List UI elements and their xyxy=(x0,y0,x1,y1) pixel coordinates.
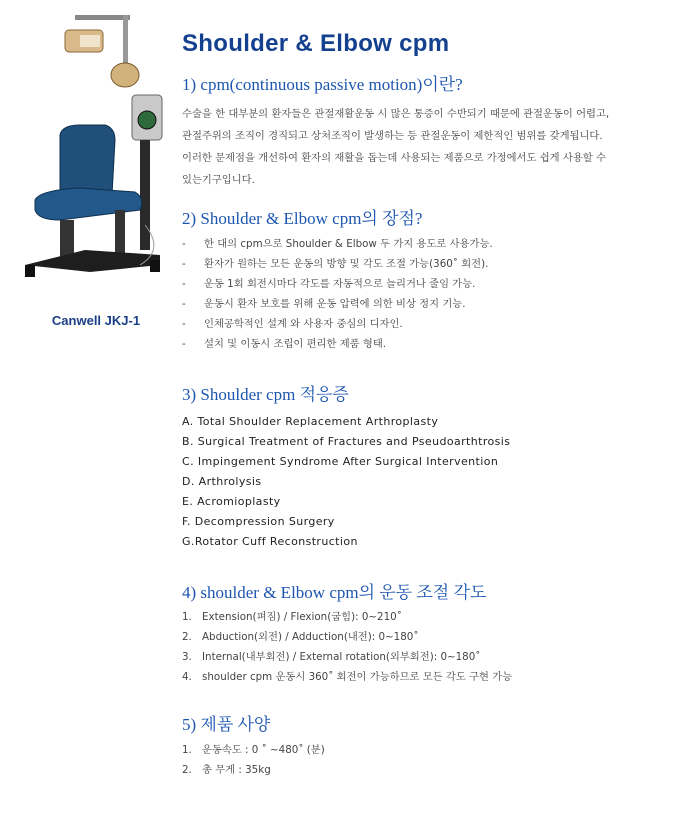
list-item: A. Total Shoulder Replacement Arthroplasty xyxy=(182,415,439,428)
seat-support xyxy=(115,210,125,255)
list-item: 1. Extension(펴짐) / Flexion(굽힘): 0~210˚ xyxy=(182,611,402,623)
dash-bullet: - xyxy=(182,298,186,310)
list-item: - 설치 및 이동시 조립이 편리한 제품 형태. xyxy=(182,334,493,354)
list-item: - 운동시 환자 보호를 위해 운동 압력에 의한 비상 정지 기능. xyxy=(182,294,493,314)
section4-title: 4) shoulder & Elbow cpm의 운동 조절 각도 xyxy=(182,583,487,602)
section3-title: 3) Shoulder cpm 적응증 xyxy=(182,385,349,404)
product-photo xyxy=(20,10,170,310)
dash-bullet: - xyxy=(182,318,186,330)
indications-list xyxy=(182,412,510,552)
chair-seat xyxy=(35,188,142,220)
section1-paragraph xyxy=(182,103,662,191)
list-item: 2. 총 무게 : 35kg xyxy=(182,764,271,776)
section1-line: 이러한 문제점을 개선하여 환자의 재활을 돕는데 사용되는 제품으로 가정에서도 쉽게 사용할 수 xyxy=(182,152,606,164)
list-item: B. Surgical Treatment of Fractures and Pseudoarthtrosis xyxy=(182,435,511,448)
base-foot-right xyxy=(150,260,160,272)
list-item: D. Arthrolysis xyxy=(182,475,262,488)
list-item: - 환자가 원하는 모든 운동의 방향 및 각도 조절 가능(360˚ 회전). xyxy=(182,254,493,274)
list-item: - 한 대의 cpm으로 Shoulder & Elbow 두 가지 용도로 사용가능. xyxy=(182,234,493,254)
list-item: C. Impingement Syndrome After Surgical Intervention xyxy=(182,455,499,468)
dash-bullet: - xyxy=(182,278,186,290)
elbow-cuff xyxy=(111,63,139,87)
list-item: 2. Abduction(외전) / Adduction(내전): 0~180˚ xyxy=(182,631,419,643)
list-item: G.Rotator Cuff Reconstruction xyxy=(182,535,358,548)
list-item: 4. shoulder cpm 운동시 360˚ 회전이 가능하므로 모든 각도 구현 가능 xyxy=(182,671,513,683)
section2-title: 2) Shoulder & Elbow cpm의 장점? xyxy=(182,209,423,228)
angles-list xyxy=(182,607,512,687)
section1-title: 1) cpm(continuous passive motion)이란? xyxy=(182,75,463,94)
list-item: 1. 운동속도 : 0 ˚ ~480˚ (분) xyxy=(182,744,325,756)
section1-line: 관절주위의 조직이 경직되고 상처조직이 발생하는 등 관절운동이 제한적인 범위를 갖게됩니다. xyxy=(182,130,603,142)
cpm-device-illustration xyxy=(20,10,170,310)
page-title: Shoulder & Elbow cpm xyxy=(182,30,450,57)
list-item: F. Decompression Surgery xyxy=(182,515,335,528)
section1-line: 있는기구입니다. xyxy=(182,174,255,186)
list-item: 3. Internal(내부회전) / External rotation(외부회전): 0~180˚ xyxy=(182,651,481,663)
section1-line: 수술을 한 대부분의 환자들은 관절재활운동 시 많은 통증이 수반되기 때문에 관절운동이 어렵고, xyxy=(182,108,610,120)
list-item: E. Acromioplasty xyxy=(182,495,281,508)
product-caption: Canwell JKJ-1 xyxy=(51,313,141,328)
specs-list xyxy=(182,740,325,780)
dash-bullet: - xyxy=(182,238,186,250)
arm-pad-inner xyxy=(80,35,100,47)
dash-bullet: - xyxy=(182,338,186,350)
list-item: - 운동 1회 회전시마다 각도를 자동적으로 늘리거나 줄임 가능. xyxy=(182,274,493,294)
list-item: - 인체공학적인 설계 와 사용자 중심의 디자인. xyxy=(182,314,493,334)
advantages-list xyxy=(182,234,493,354)
floor-base xyxy=(25,250,160,272)
control-dial xyxy=(138,111,156,129)
support-post xyxy=(140,140,150,250)
top-arm xyxy=(75,15,130,20)
section5-title: 5) 제품 사양 xyxy=(182,715,271,734)
dash-bullet: - xyxy=(182,258,186,270)
chair-back xyxy=(60,125,115,195)
base-foot-left xyxy=(25,265,35,277)
